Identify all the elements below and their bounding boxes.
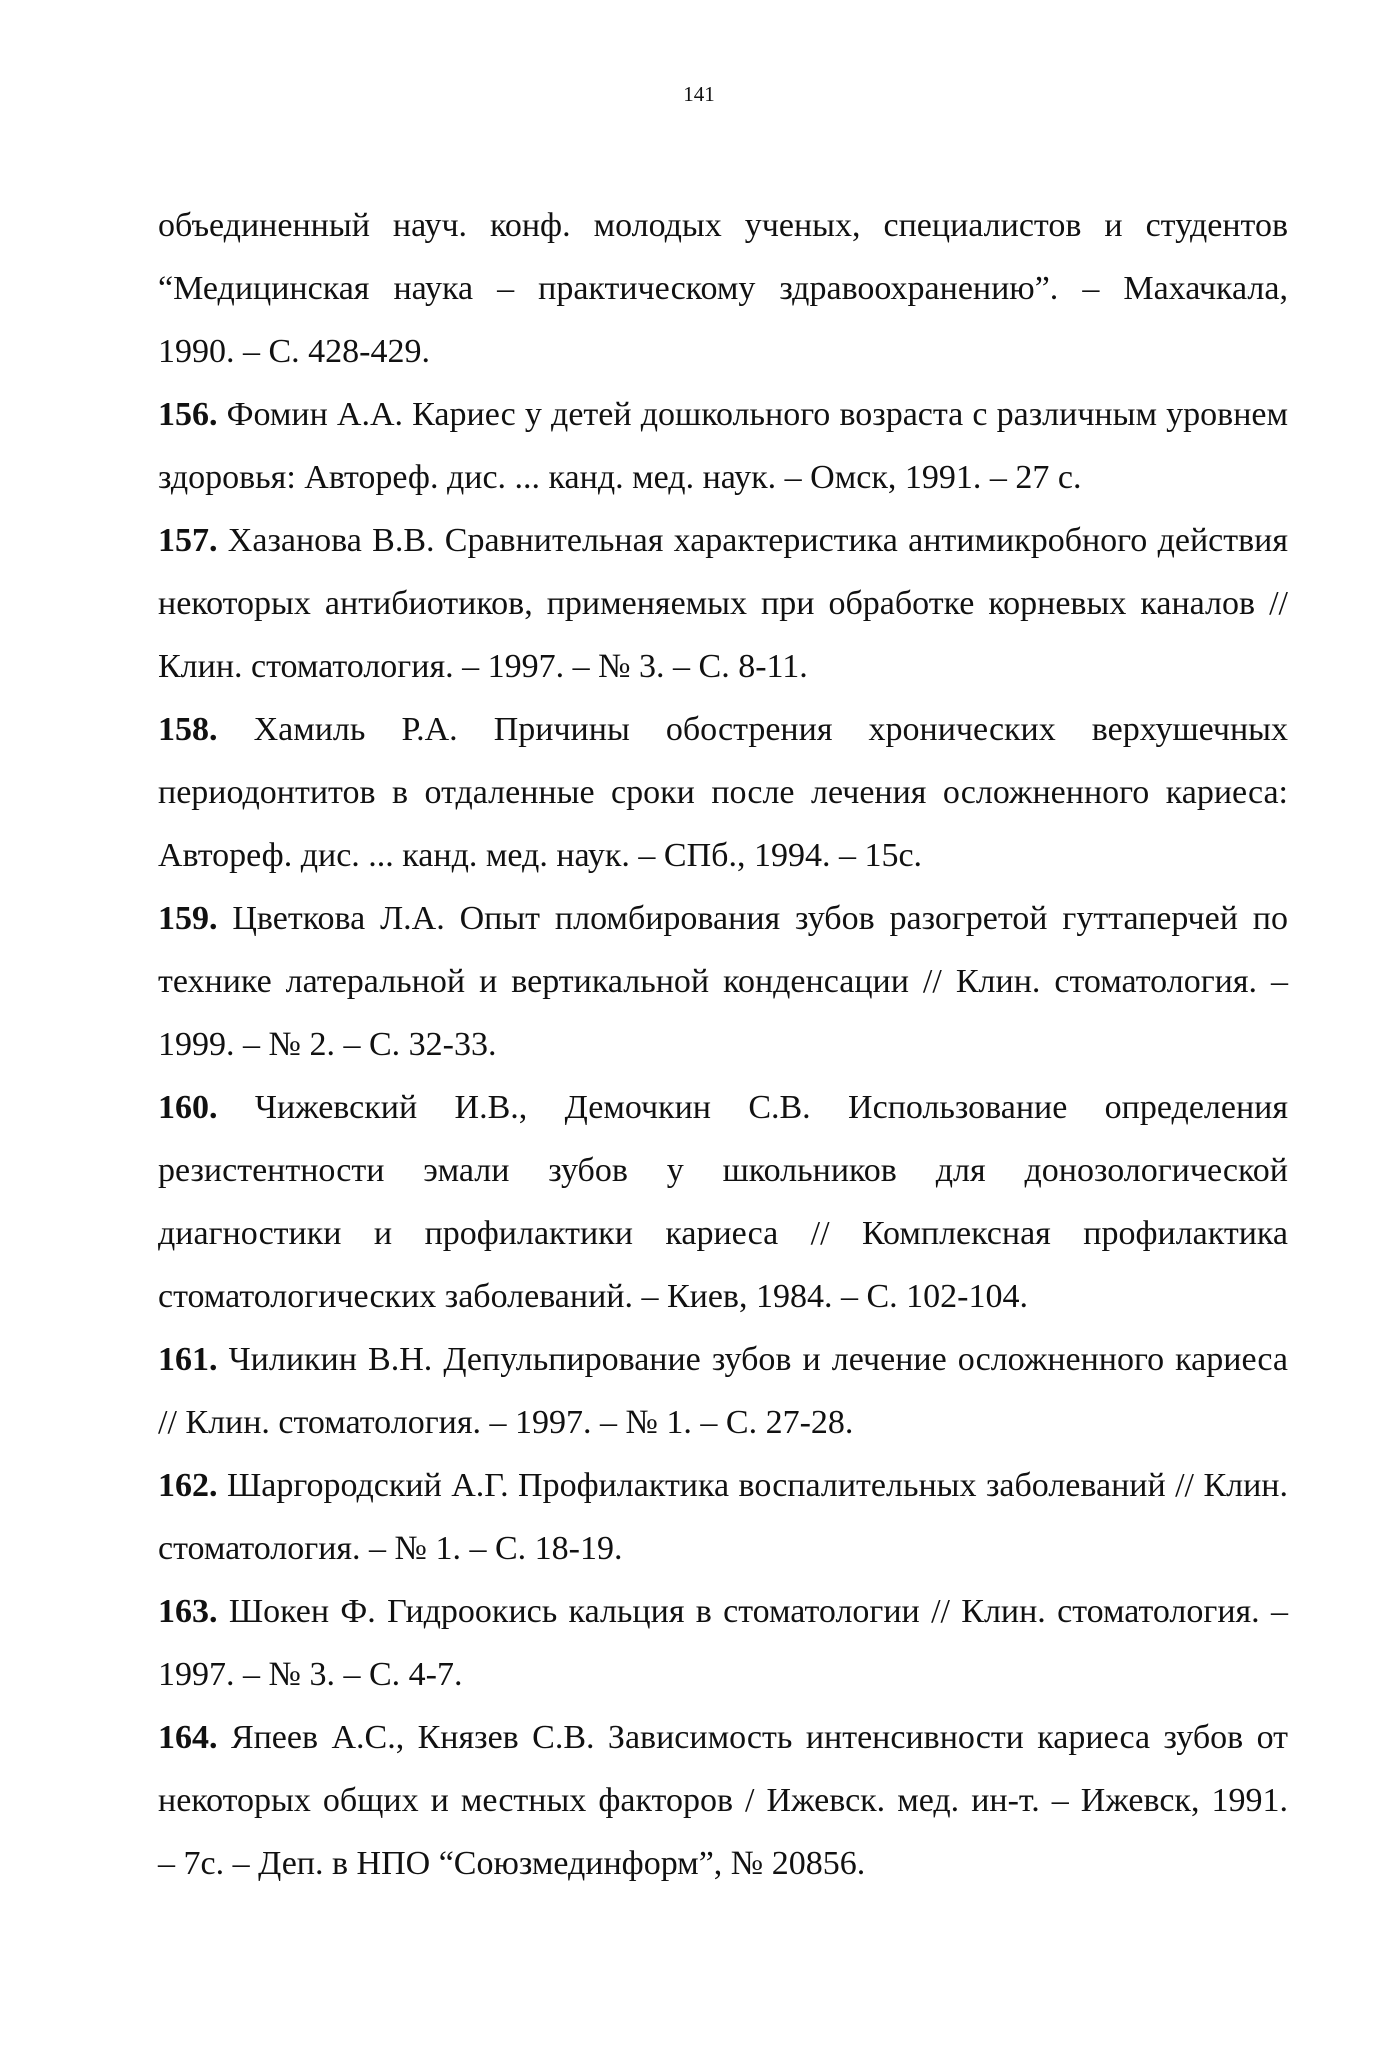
reference-line: Автореф. дис. ... канд. мед. наук. – СПб., 1994. – 15с. bbox=[158, 837, 923, 874]
page-number: 141 bbox=[683, 82, 715, 106]
reference-text: Япеев А.С., Князев С.В. Зависимость интенсивности кариеса зубов от bbox=[230, 1719, 1289, 1756]
reference-line: стоматология. – № 1. – С. 18-19. bbox=[158, 1530, 623, 1567]
reference-line: некоторых общих и местных факторов / Ижевск. мед. ин-т. – Ижевск, 1991. bbox=[158, 1782, 1288, 1819]
reference-line: 1999. – № 2. – С. 32-33. bbox=[158, 1026, 497, 1063]
reference-first-line bbox=[158, 1076, 1288, 1139]
reference-first-line bbox=[158, 1328, 1288, 1391]
reference-first-line bbox=[158, 698, 1288, 761]
reference-number: 158. bbox=[158, 711, 218, 748]
reference-line: Клин. стоматология. – 1997. – № 3. – С. 8-11. bbox=[158, 648, 808, 685]
reference-number: 164. bbox=[158, 1719, 218, 1756]
reference-text: Чижевский И.В., Демочкин С.В. Использование определения bbox=[254, 1089, 1288, 1126]
reference-text: Фомин А.А. Кариес у детей дошкольного возраста с различным уровнем bbox=[226, 396, 1288, 433]
reference-line: здоровья: Автореф. дис. ... канд. мед. наук. – Омск, 1991. – 27 с. bbox=[158, 459, 1082, 496]
reference-text: Цветкова Л.А. Опыт пломбирования зубов разогретой гуттаперчей по bbox=[232, 900, 1288, 937]
reference-text: Хазанова В.В. Сравнительная характеристика антимикробного действия bbox=[227, 522, 1288, 559]
reference-item bbox=[158, 1706, 1288, 1895]
reference-list bbox=[158, 194, 1288, 1895]
reference-text: Шаргородский А.Г. Профилактика воспалительных заболеваний // Клин. bbox=[226, 1467, 1288, 1504]
reference-item bbox=[158, 698, 1288, 887]
reference-number: 160. bbox=[158, 1089, 218, 1126]
reference-line: стоматологических заболеваний. – Киев, 1984. – С. 102-104. bbox=[158, 1278, 1028, 1315]
reference-item bbox=[158, 1580, 1288, 1706]
reference-item bbox=[158, 509, 1288, 698]
reference-line: // Клин. стоматология. – 1997. – № 1. – С. 27-28. bbox=[158, 1404, 854, 1441]
reference-first-line bbox=[158, 1580, 1288, 1643]
reference-line: периодонтитов в отдаленные сроки после лечения осложненного кариеса: bbox=[158, 774, 1288, 811]
reference-first-line bbox=[158, 383, 1288, 446]
reference-line: технике латеральной и вертикальной конденсации // Клин. стоматология. – bbox=[158, 963, 1288, 1000]
reference-first-line bbox=[158, 509, 1288, 572]
reference-line: резистентности эмали зубов у школьников для донозологической bbox=[158, 1152, 1288, 1189]
reference-line: некоторых антибиотиков, применяемых при обработке корневых каналов // bbox=[158, 585, 1288, 622]
reference-number: 161. bbox=[158, 1341, 218, 1378]
reference-continuation bbox=[158, 194, 1288, 383]
reference-line: диагностики и профилактики кариеса // Комплексная профилактика bbox=[158, 1215, 1288, 1252]
reference-line: 1997. – № 3. – С. 4-7. bbox=[158, 1656, 463, 1693]
reference-first-line bbox=[158, 1454, 1288, 1517]
reference-number: 156. bbox=[158, 396, 218, 433]
reference-line: 1990. – С. 428-429. bbox=[158, 333, 430, 370]
reference-line: объединенный науч. конф. молодых ученых, специалистов и студентов bbox=[158, 207, 1288, 244]
reference-item bbox=[158, 1454, 1288, 1580]
reference-item bbox=[158, 887, 1288, 1076]
reference-first-line bbox=[158, 1706, 1288, 1769]
reference-text: Хамиль Р.А. Причины обострения хронических верхушечных bbox=[253, 711, 1289, 748]
reference-line: “Медицинская наука – практическому здравоохранению”. – Махачкала, bbox=[158, 270, 1288, 307]
reference-number: 159. bbox=[158, 900, 218, 937]
reference-text: Шокен Ф. Гидроокись кальция в стоматологии // Клин. стоматология. – bbox=[228, 1593, 1288, 1630]
reference-line: – 7с. – Деп. в НПО “Союзмединформ”, № 20856. bbox=[158, 1845, 866, 1882]
reference-item bbox=[158, 1076, 1288, 1328]
reference-first-line bbox=[158, 887, 1288, 950]
reference-number: 157. bbox=[158, 522, 218, 559]
reference-item bbox=[158, 1328, 1288, 1454]
reference-number: 163. bbox=[158, 1593, 218, 1630]
reference-item bbox=[158, 383, 1288, 509]
reference-number: 162. bbox=[158, 1467, 218, 1504]
reference-text: Чиликин В.Н. Депульпирование зубов и лечение осложненного кариеса bbox=[228, 1341, 1288, 1378]
